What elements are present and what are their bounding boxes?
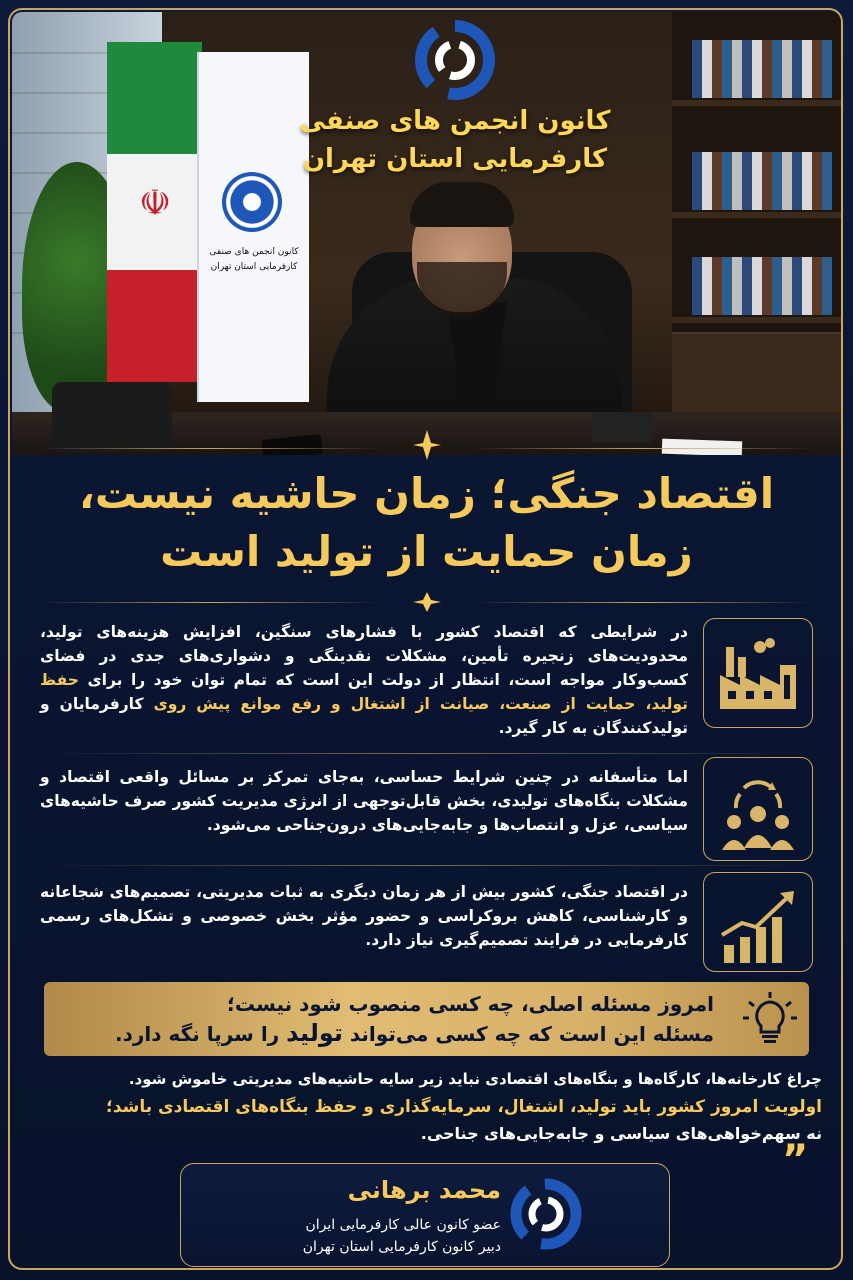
pen-holder [592,412,652,442]
chart-icon-box [703,872,813,972]
key-message-text [54,990,714,1049]
organization-name [290,102,620,178]
factory-icon-box [703,618,813,728]
author-role-1: عضو کانون عالی کارفرمایی ایران [305,1217,501,1233]
flag-text-line1: کانون انجمن های صنفی [209,247,299,257]
team-icon-box [703,757,813,861]
paper [662,439,742,455]
key-message-emphasis: تولید [286,1019,343,1047]
closing-line1: چراغ کارخانه‌ها، کارگاه‌ها و بنگاه‌های اقتصادی نباید زیر سایه حاشیه‌های مدیریتی خاموش شود. [128,1070,822,1088]
key-message-line1: امروز مسئله اصلی، چه کسی منصوب شود نیست؛ [226,992,714,1016]
headline [20,465,833,581]
headline-line1: اقتصاد جنگی؛ زمان حاشیه نیست، [78,469,775,518]
iran-flag: ☫ [107,42,202,382]
section-2-text: اما متأسفانه در چنین شرایط حساسی، به‌جای تمرکز بر مسائل واقعی اقتصاد و مشکلات بنگاه‌های تولیدی، بخش قابل‌توجهی از انرژی مدیریت کشور صرف حاشیه‌های سیاسی، عزل و انتصاب‌ها و جابه‌جایی‌های درون‌جناحی می‌شود. [40,768,688,834]
section-1 [30,614,823,750]
organization-logo-icon [410,20,500,100]
section-1-highlight: حفظ تولید، حمایت از صنعت، صیانت از اشتغال و رفع موانع پیش روی [40,671,688,713]
closing-line2: اولویت امروز کشور باید تولید، اشتغال، سرمایه‌گذاری و حفظ بنگاه‌های اقتصادی باشد؛ [106,1097,822,1117]
section-2 [30,757,823,863]
signature-box [180,1163,670,1267]
section-3-text: در اقتصاد جنگی، کشور بیش از هر زمان دیگری به ثبات مدیریتی، تصمیم‌های شجاعانه و کارشناسی، کاهش بروکراسی و حضور مؤثر بخش خصوصی و تشکل‌های رسمی کارفرمایی در فرایند تصمیم‌گیری نیاز دارد. [40,883,688,949]
diamond-ornament-icon [413,430,441,460]
org-name-line2: کارفرمایی استان تهران [302,144,608,174]
author-role-2: دبیر کانون کارفرمایی استان تهران [302,1239,501,1255]
key-message-box [44,982,809,1056]
quote-mark-icon: ” [782,1137,809,1183]
section-1-text: در شرایطی که اقتصاد کشور با فشارهای سنگین، افزایش هزینه‌های تولید، محدودیت‌های زنجیره تأمین، مشکلات نقدینگی و دشواری‌های جدی در فضای کسب‌وکار مواجه است، انتظار از دولت این است که تمام توان خود را برای حفظ تولید، حمایت از صنعت، صیانت از اشتغال و رفع موانع پیش روی کارفرمایان و تولیدکنندگان به کار گیرد. [40,623,688,737]
org-name-line1: کانون انجمن های صنفی [299,106,611,136]
organization-logo-icon [506,1174,586,1254]
closing-line3: نه سهم‌خواهی‌های سیاسی و جابه‌جایی‌های جناحی. [420,1124,822,1143]
desk-phone [52,382,172,452]
headline-line2: زمان حمایت از تولید است [160,527,693,576]
factory-icon [714,629,802,717]
lightbulb-icon [741,990,799,1048]
diamond-ornament-icon [413,592,441,612]
section-3 [30,870,823,974]
team-cycle-icon [714,768,802,856]
author-name: محمد برهانی [347,1176,501,1204]
growth-chart-icon [714,883,802,971]
key-message-line2: مسئله این است که چه کسی می‌تواند تولید را سرپا نگه دارد. [115,1019,714,1047]
flag-logo-icon [222,172,282,232]
flag-text-line2: کارفرمایی استان تهران [210,262,298,272]
